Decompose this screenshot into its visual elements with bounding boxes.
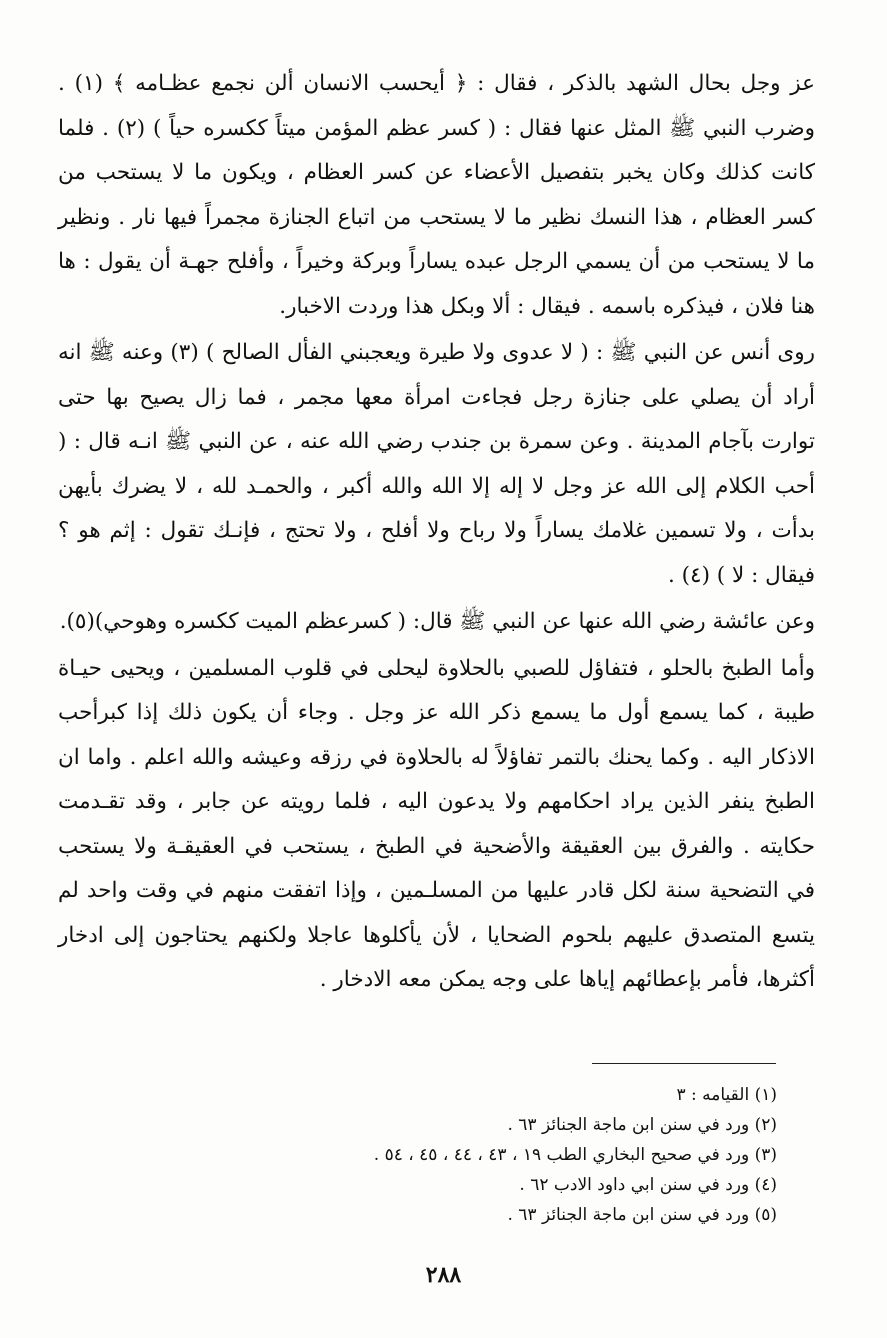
paragraph: عز وجل بحال الشهد بالذكر ، فقال : ﴿ أيحسب الانسان ألن نجمع عظـامه ﴾ (١) . وضرب النبي ﷺ المثل عنها فقال : ( كسر عظم المؤمن ميتاً ككسره حياً ) (٢) . فلما كانت كذلك وكان يخبر بتفصيل الأعضاء عن كسر العظام ، ويكون ما لا يستحب من كسر العظام ، هذا النسك نظير ما لا يستحب من اتباع الجنازة مجمراً فيها نار . ونظير ما لا يستحب من أن يسمي الرجل عبده يساراً وبركة وخيراً ، وأفلح جهـة أن يقول : ها هنا فلان ، فيذكره باسمه . فيقال : ألا وبكل هذا وردت الاخبار. [58,71,815,319]
footnote: (٣) ورد في صحيح البخاري الطب ١٩ ، ٤٣ ، ٤٤ ، ٤٥ ، ٥٤ . [373,1145,777,1165]
page-number: ٢٨٨ [425,1262,462,1288]
paragraph: وعن عائشة رضي الله عنها عن النبي ﷺ قال: ( كسرعظم الميت ككسره وهوحي)(٥). [59,609,815,634]
paragraph: وأما الطبخ بالحلو ، فتفاؤل للصبي بالحلاوة ليحلى في قلوب المسلمين ، ويحيى حيـاة طيبة ، كما يسمع أول ما يسمع ذكر الله عز وجل . وجاء أن يكون ذلك إذا كبرأحب الاذكار اليه . وكما يحنك بالتمر تفاؤلاً له بالحلاوة في رزقه وعيشه والله اعلم . واما ان الطبخ ينفر الذين يراد احكامهم ولا يدعون اليه ، فلما رويته عن جابر ، وقد تقـدمت حكايته . والفرق بين العقيقة والأضحية في الطبخ ، يستحب في العقيقـة ولا يستحب في التضحية سنة لكل قادر عليها من المسلـمين ، وإذا اتفقت منهم في وقت واحد لم يتسع المتصدق عليهم بلحوم الضحايا ، لأن يأكلوها عاجلا ولكنهم يحتاجون إلى ادخار أكثرها، فأمر بإعطائهم إياها على وجه يمكن معه الادخار . [58,655,815,992]
footnote: (٢) ورد في سنن ابن ماجة الجنائز ٦٣ . [507,1115,777,1135]
footnote-separator [592,1063,776,1064]
footnote: (١) القيامه : ٣ [676,1085,777,1105]
footnote: (٥) ورد في سنن ابن ماجة الجنائز ٦٣ . [507,1205,777,1225]
main-text [58,62,815,1003]
footnotes [177,1080,777,1230]
paragraph: روى أنس عن النبي ﷺ : ( لا عدوى ولا طيرة ويعجبني الفأل الصالح ) (٣) وعنه ﷺ انه أراد أن يصلي على جنازة رجل فجاءت امرأة معها مجمر ، فما زال يصيح بها حتى توارت بآجام المدينة . وعن سمرة بن جندب رضي الله عنه ، عن النبي ﷺ انـه قال : ( أحب الكلام إلى الله عز وجل لا إله إلا الله والله أكبر ، والحمـد لله ، لا يضرك بأيهن بدأت ، ولا تسمين غلامك يساراً ولا رباح ولا أفلح ، ولا تحتج ، فإنـك تقول : إثم هو ؟ فيقال : لا ) (٤) . [58,340,815,588]
footnote: (٤) ورد في سنن ابي داود الادب ٦٢ . [519,1175,777,1195]
